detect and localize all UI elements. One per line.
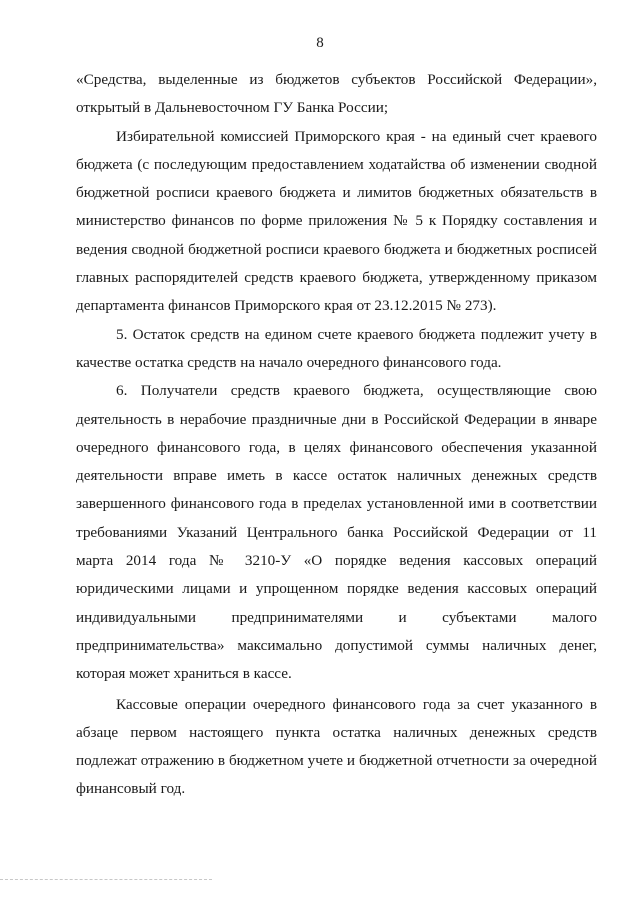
page-number: 8 — [316, 35, 324, 51]
paragraph-item-6: 6. Получатели средств краевого бюджета, осуществляющие свою деятельность в нерабочие праздничные дни в Российской Федерации в январе очередного финансового года, в целях финансового обеспечения указанной деятельности вправе иметь в кассе остаток наличных денежных средств завершенного финансового года в пределах установленной ими в соответствии требованиями Указаний Центрального банка Российской Федерации от 11 марта 2014 года № 3210-У «О порядке ведения кассовых операций юридическими лицами и упрощенном порядке ведения кассовых операций индивидуальными предпринимателями и субъектами малого предпринимательства» максимально допустимой суммы наличных денег, которая может храниться в кассе. — [76, 382, 597, 683]
paragraph-item-5: 5. Остаток средств на едином счете краевого бюджета подлежит учету в качестве остатка средств на начало очередного финансового года. — [76, 325, 597, 371]
paragraph-cash-operations: Кассовые операции очередного финансового года за счет указанного в абзаце первом настоящего пункта остатка наличных денежных средств подлежат отражению в бюджетном учете и бюджетной отчетности за очередной финансовый год. — [76, 695, 597, 798]
paragraph-election-commission: Избирательной комиссией Приморского края - на единый счет краевого бюджета (с последующим предоставлением ходатайства об изменении сводной бюджетной росписи краевого бюджета и лимитов бюджетных обязательств в министерство финансов по форме приложения № 5 к Порядку составления и ведения сводной бюджетной росписи краевого бюджета и бюджетных росписей главных распорядителей средств краевого бюджета, утвержденному приказом департамента финансов Приморского края от 23.12.2015 № 273). — [76, 127, 597, 315]
footer-rule — [0, 879, 212, 880]
paragraph-continuation: «Средства, выделенные из бюджетов субъектов Российской Федерации», открытый в Дальневосточном ГУ Банка России; — [76, 71, 597, 117]
document-body — [76, 66, 597, 804]
